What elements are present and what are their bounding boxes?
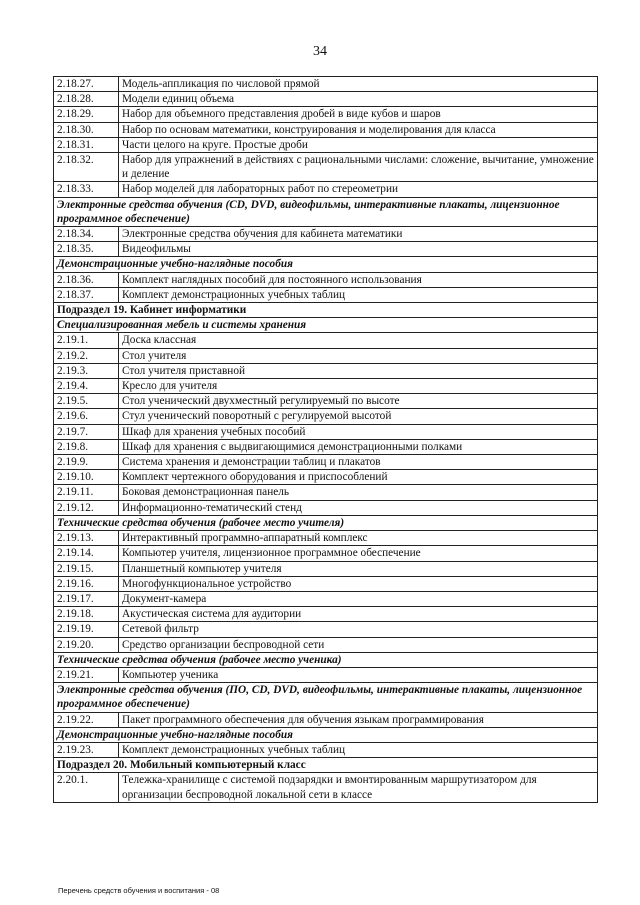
equipment-table bbox=[53, 76, 598, 803]
item-number: 2.19.16. bbox=[54, 576, 119, 591]
item-description: Средство организации беспроводной сети bbox=[119, 637, 598, 652]
item-number: 2.19.10. bbox=[54, 470, 119, 485]
section-heading-row bbox=[54, 515, 598, 530]
item-description: Тележка-хранилище с системой подзарядки и вмонтированным маршрутизатором для организации беспроводной локальной сети в классе bbox=[119, 773, 598, 802]
item-number: 2.19.1. bbox=[54, 333, 119, 348]
item-description: Компьютер ученика bbox=[119, 667, 598, 682]
table-row bbox=[54, 92, 598, 107]
table-row bbox=[54, 394, 598, 409]
table-row bbox=[54, 348, 598, 363]
table-row bbox=[54, 122, 598, 137]
item-description: Акустическая система для аудитории bbox=[119, 607, 598, 622]
item-description: Комплект чертежного оборудования и приспособлений bbox=[119, 470, 598, 485]
item-description: Набор для объемного представления дробей в виде кубов и шаров bbox=[119, 107, 598, 122]
item-description: Стол учителя bbox=[119, 348, 598, 363]
table-row bbox=[54, 591, 598, 606]
item-description: Многофункциональное устройство bbox=[119, 576, 598, 591]
table-row bbox=[54, 561, 598, 576]
item-number: 2.19.5. bbox=[54, 394, 119, 409]
table-row bbox=[54, 137, 598, 152]
item-description: Доска классная bbox=[119, 333, 598, 348]
item-description: Компьютер учителя, лицензионное программное обеспечение bbox=[119, 546, 598, 561]
item-number: 2.18.28. bbox=[54, 92, 119, 107]
table-row bbox=[54, 742, 598, 757]
item-description: Комплект демонстрационных учебных таблиц bbox=[119, 287, 598, 302]
item-description: Шкаф для хранения учебных пособий bbox=[119, 424, 598, 439]
section-heading-row bbox=[54, 727, 598, 742]
table-row bbox=[54, 363, 598, 378]
table-row bbox=[54, 107, 598, 122]
section-heading-row bbox=[54, 683, 598, 712]
item-number: 2.18.34. bbox=[54, 227, 119, 242]
item-number: 2.18.32. bbox=[54, 153, 119, 182]
item-number: 2.19.18. bbox=[54, 607, 119, 622]
item-number: 2.19.15. bbox=[54, 561, 119, 576]
item-description: Модели единиц объема bbox=[119, 92, 598, 107]
page-number: 34 bbox=[313, 44, 327, 59]
table-row bbox=[54, 287, 598, 302]
item-description: Сетевой фильтр bbox=[119, 622, 598, 637]
item-description: Информационно-тематический стенд bbox=[119, 500, 598, 515]
section-heading: Демонстрационные учебно-наглядные пособия bbox=[54, 257, 598, 272]
section-heading: Электронные средства обучения (CD, DVD, видеофильмы, интерактивные плакаты, лицензионное программное обеспечение) bbox=[54, 197, 598, 226]
table-row bbox=[54, 439, 598, 454]
section-heading-row bbox=[54, 257, 598, 272]
section-heading: Электронные средства обучения (ПО, CD, DVD, видеофильмы, интерактивные плакаты, лицензионное программное обеспечение) bbox=[54, 683, 598, 712]
item-number: 2.18.33. bbox=[54, 182, 119, 197]
section-heading-row bbox=[54, 318, 598, 333]
item-description: Стол ученический двухместный регулируемый по высоте bbox=[119, 394, 598, 409]
item-description: Набор по основам математики, конструирования и моделирования для класса bbox=[119, 122, 598, 137]
item-number: 2.19.19. bbox=[54, 622, 119, 637]
item-description: Комплект наглядных пособий для постоянного использования bbox=[119, 272, 598, 287]
section-heading: Специализированная мебель и системы хранения bbox=[54, 318, 598, 333]
table-row bbox=[54, 576, 598, 591]
item-description: Набор моделей для лабораторных работ по стереометрии bbox=[119, 182, 598, 197]
item-description: Боковая демонстрационная панель bbox=[119, 485, 598, 500]
table-row bbox=[54, 424, 598, 439]
item-description: Стул ученический поворотный с регулируемой высотой bbox=[119, 409, 598, 424]
section-heading: Демонстрационные учебно-наглядные пособия bbox=[54, 727, 598, 742]
table-body bbox=[54, 77, 598, 803]
item-number: 2.19.12. bbox=[54, 500, 119, 515]
item-number: 2.19.11. bbox=[54, 485, 119, 500]
table-row bbox=[54, 379, 598, 394]
item-number: 2.19.8. bbox=[54, 439, 119, 454]
section-heading: Технические средства обучения (рабочее место ученика) bbox=[54, 652, 598, 667]
table-row bbox=[54, 485, 598, 500]
item-description: Набор для упражнений в действиях с рациональными числами: сложение, вычитание, умножение и деление bbox=[119, 153, 598, 182]
item-description: Шкаф для хранения с выдвигающимися демонстрационными полками bbox=[119, 439, 598, 454]
item-description: Документ-камера bbox=[119, 591, 598, 606]
table-row bbox=[54, 409, 598, 424]
item-number: 2.20.1. bbox=[54, 773, 119, 802]
item-description: Стол учителя приставной bbox=[119, 363, 598, 378]
table-row bbox=[54, 667, 598, 682]
item-number: 2.19.20. bbox=[54, 637, 119, 652]
item-number: 2.19.21. bbox=[54, 667, 119, 682]
item-description: Комплект демонстрационных учебных таблиц bbox=[119, 742, 598, 757]
table-row bbox=[54, 272, 598, 287]
item-number: 2.18.37. bbox=[54, 287, 119, 302]
item-number: 2.19.23. bbox=[54, 742, 119, 757]
item-description: Планшетный компьютер учителя bbox=[119, 561, 598, 576]
item-number: 2.19.7. bbox=[54, 424, 119, 439]
item-description: Кресло для учителя bbox=[119, 379, 598, 394]
table-row bbox=[54, 470, 598, 485]
table-row bbox=[54, 637, 598, 652]
table-row bbox=[54, 77, 598, 92]
item-number: 2.18.30. bbox=[54, 122, 119, 137]
subsection-heading: Подраздел 20. Мобильный компьютерный класс bbox=[54, 758, 598, 773]
item-description: Электронные средства обучения для кабинета математики bbox=[119, 227, 598, 242]
subsection-heading-row bbox=[54, 758, 598, 773]
item-description: Модель-аппликация по числовой прямой bbox=[119, 77, 598, 92]
table-row bbox=[54, 333, 598, 348]
item-number: 2.18.27. bbox=[54, 77, 119, 92]
subsection-heading: Подраздел 19. Кабинет информатики bbox=[54, 303, 598, 318]
item-number: 2.19.6. bbox=[54, 409, 119, 424]
table-row bbox=[54, 712, 598, 727]
item-number: 2.18.29. bbox=[54, 107, 119, 122]
section-heading: Технические средства обучения (рабочее место учителя) bbox=[54, 515, 598, 530]
table-row bbox=[54, 153, 598, 182]
table-row bbox=[54, 500, 598, 515]
item-description: Пакет программного обеспечения для обучения языкам программирования bbox=[119, 712, 598, 727]
item-description: Части целого на круге. Простые дроби bbox=[119, 137, 598, 152]
table-row bbox=[54, 182, 598, 197]
item-number: 2.19.22. bbox=[54, 712, 119, 727]
item-description: Система хранения и демонстрации таблиц и плакатов bbox=[119, 455, 598, 470]
item-number: 2.19.2. bbox=[54, 348, 119, 363]
section-heading-row bbox=[54, 652, 598, 667]
section-heading-row bbox=[54, 197, 598, 226]
item-description: Интерактивный программно-аппаратный комплекс bbox=[119, 531, 598, 546]
item-number: 2.19.4. bbox=[54, 379, 119, 394]
table-row bbox=[54, 531, 598, 546]
item-number: 2.18.35. bbox=[54, 242, 119, 257]
table-row bbox=[54, 242, 598, 257]
item-number: 2.19.13. bbox=[54, 531, 119, 546]
table-row bbox=[54, 227, 598, 242]
item-number: 2.18.31. bbox=[54, 137, 119, 152]
page-footer: Перечень средств обучения и воспитания - 08 bbox=[58, 886, 220, 895]
table-row bbox=[54, 773, 598, 802]
subsection-heading-row bbox=[54, 303, 598, 318]
table-row bbox=[54, 546, 598, 561]
item-description: Видеофильмы bbox=[119, 242, 598, 257]
item-number: 2.18.36. bbox=[54, 272, 119, 287]
item-number: 2.19.3. bbox=[54, 363, 119, 378]
table-row bbox=[54, 622, 598, 637]
item-number: 2.19.14. bbox=[54, 546, 119, 561]
table-row bbox=[54, 607, 598, 622]
item-number: 2.19.17. bbox=[54, 591, 119, 606]
table-row bbox=[54, 455, 598, 470]
item-number: 2.19.9. bbox=[54, 455, 119, 470]
